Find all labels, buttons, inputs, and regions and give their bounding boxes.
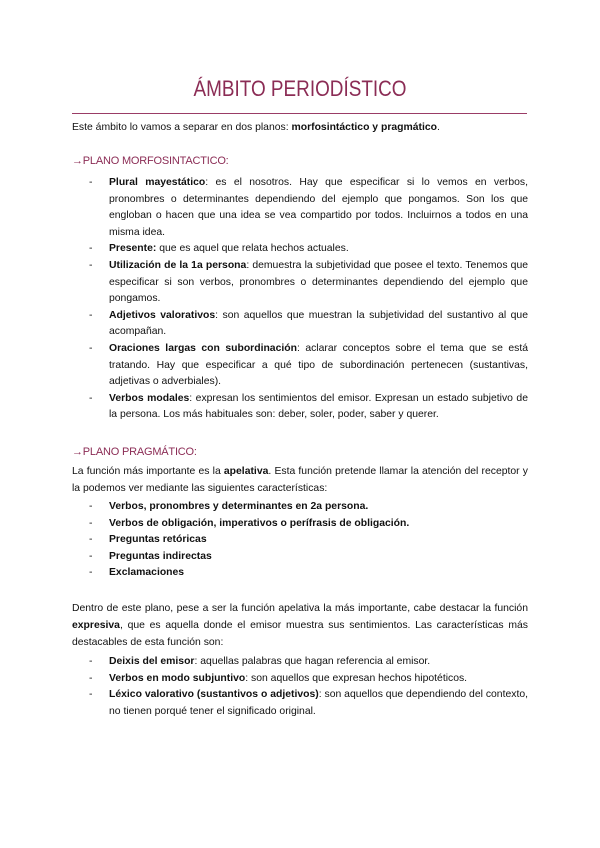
para-text: La función más importante es la — [72, 466, 224, 477]
intro-text: Este ámbito lo vamos a separar en dos planos: — [72, 122, 292, 133]
bullet: - — [89, 259, 93, 271]
bullet: - — [89, 656, 93, 667]
expresiva-paragraph — [72, 600, 528, 651]
item-term: Preguntas retóricas — [109, 534, 207, 546]
expresiva-list — [89, 654, 528, 720]
bullet: - — [89, 534, 93, 546]
item-term: Utilización de la 1a persona — [109, 259, 247, 271]
para-bold: apelativa — [223, 466, 269, 477]
bullet: - — [89, 309, 93, 321]
list-item — [89, 654, 528, 671]
pragmatico-paragraph — [72, 463, 528, 497]
intro-end: . — [436, 122, 440, 133]
item-text: : es el nosotros. Hay que especificar si lo vemos en verbos, pronombres o determinantes dependiendo del ejemplo que pongamos. Son los que engloban o hacen que una idea se vea compartido por todos. Incluirnos a todos en una misma idea. — [109, 177, 528, 238]
bullet: - — [89, 342, 93, 354]
para-text-end: , que es aquella donde el emisor muestra sus sentimientos. Las características más destacables de esta función son: — [72, 620, 528, 648]
list-item — [89, 391, 528, 424]
list-item — [89, 499, 528, 516]
list-item — [89, 175, 528, 241]
item-term: Verbos, pronombres y determinantes en 2a persona. — [109, 501, 369, 512]
item-term: Presente: — [109, 243, 157, 255]
page-title: ÁMBITO PERIODÍSTICO — [193, 76, 407, 101]
item-term: Exclamaciones — [109, 567, 185, 579]
item-text: : expresan los sentimientos del emisor. Expresan un estado subjetivo de la persona. Los más habituales son: deber, soler, poder, saber y querer. — [109, 392, 528, 421]
item-term: Deixis del emisor — [109, 656, 195, 667]
list-item — [89, 687, 528, 720]
item-term: Plural mayestático — [109, 177, 206, 188]
para-text: Dentro de este plano, pese a ser la función apelativa la más importante, cabe destacar la función — [72, 603, 528, 614]
bullet: - — [89, 392, 93, 404]
bullet: - — [89, 672, 93, 684]
morfosintactico-list — [89, 175, 528, 424]
bullet: - — [89, 243, 93, 255]
item-text: : demuestra la subjetividad que posee el texto. Tenemos que especificar si son verbos, pronombres o determinantes dependiendo del ejemplo que pongamos. — [109, 259, 528, 305]
para-text-end: . Esta función pretende llamar la atención del receptor y la podemos ver mediante las siguientes características: — [72, 466, 529, 494]
list-item — [89, 516, 528, 533]
item-text: : son aquellos que muestran la subjetividad del sustantivo al que acompañan. — [109, 309, 528, 338]
list-item — [89, 549, 528, 566]
item-text: : aclarar conceptos sobre el tema que se está tratando. Hay que especificar a qué tipo de subordinación pertenecen (sustantivas, adjetivas o adverbiales). — [109, 342, 528, 388]
item-text: que es aquel que relata hechos actuales. — [156, 243, 349, 255]
section-heading-pragmatico: →PLANO PRAGMÁTICO: — [72, 446, 197, 458]
bullet: - — [89, 550, 93, 562]
item-term: Preguntas indirectas — [109, 550, 212, 562]
bullet: - — [89, 689, 93, 701]
list-item — [89, 671, 528, 688]
bullet: - — [89, 177, 93, 188]
item-term: Verbos en modo subjuntivo — [109, 672, 246, 684]
list-item — [89, 258, 528, 308]
bullet: - — [89, 501, 93, 512]
list-item — [89, 308, 528, 341]
list-item — [89, 341, 528, 391]
section-heading-morfosintactico: →PLANO MORFOSINTACTICO: — [72, 155, 229, 167]
para-bold: expresiva — [72, 620, 120, 631]
list-item — [89, 241, 528, 258]
item-term: Léxico valorativo (sustantivos o adjetivos) — [109, 689, 319, 701]
bullet: - — [89, 567, 93, 579]
list-item — [89, 565, 528, 582]
item-text: : son aquellos que dependiendo del contexto, no tienen porqué tener el significado original. — [109, 689, 529, 717]
apelativa-list — [89, 499, 528, 582]
intro-bold: morfosintáctico y pragmático — [291, 122, 437, 133]
intro-paragraph — [72, 119, 528, 136]
item-term: Oraciones largas con subordinación — [109, 342, 297, 354]
item-term: Verbos de obligación, imperativos o perífrasis de obligación. — [109, 517, 410, 529]
item-text: : son aquellos que expresan hechos hipotéticos. — [245, 672, 468, 684]
item-term: Verbos modales — [109, 392, 190, 404]
item-text: : aquellas palabras que hagan referencia al emisor. — [194, 656, 431, 667]
bullet: - — [89, 517, 93, 529]
list-item — [89, 532, 528, 549]
title-divider — [72, 113, 527, 114]
item-term: Adjetivos valorativos — [109, 309, 216, 321]
